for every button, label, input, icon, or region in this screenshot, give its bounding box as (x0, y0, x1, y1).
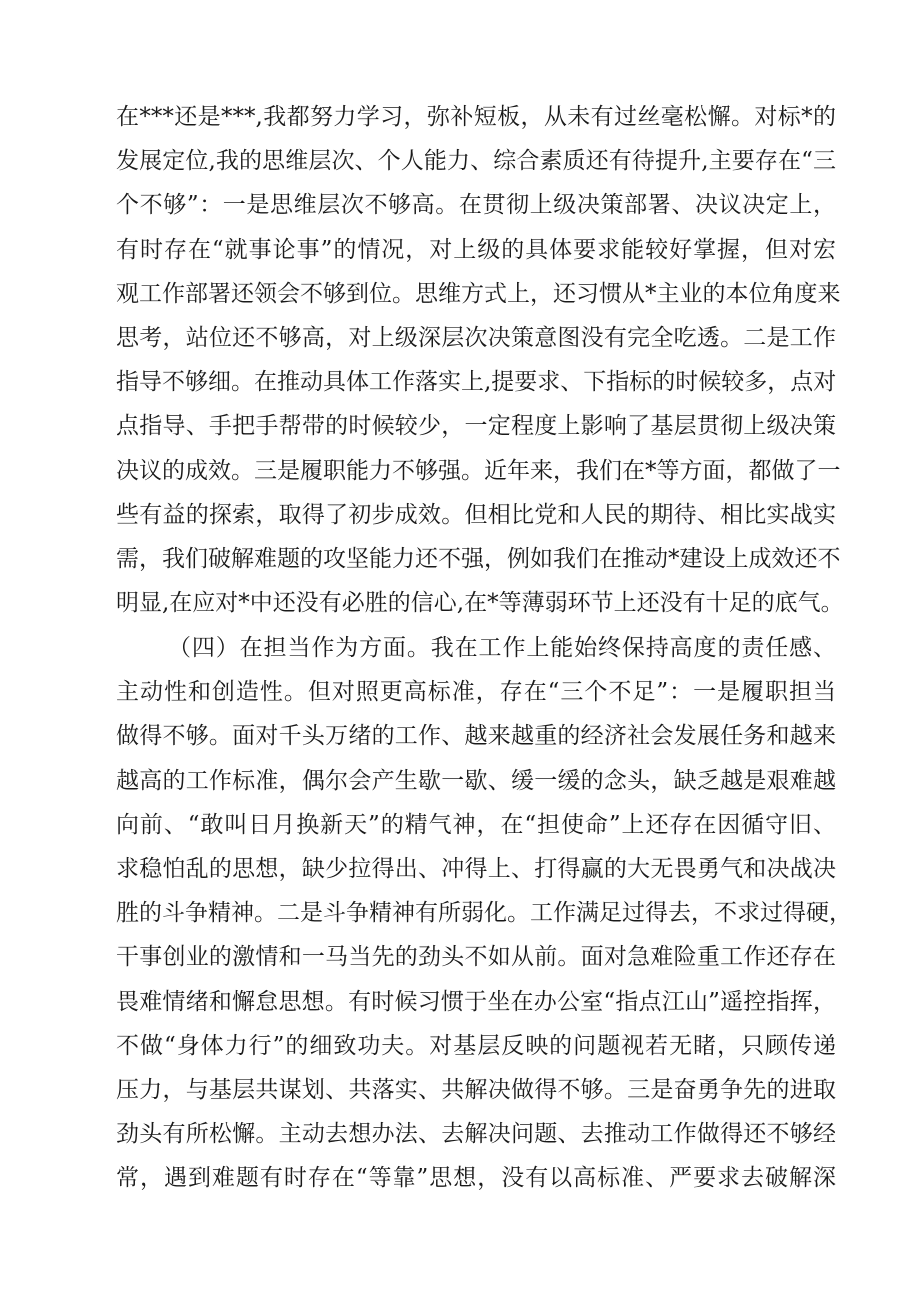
text-line: 在***还是***,我都努力学习，弥补短板，从未有过丝毫松懈。对标*的 (116, 104, 836, 130)
text-line: 明显,在应对*中还没有必胜的信心,在*等薄弱环节上还没有十足的底气。 (116, 590, 844, 617)
text-line: 不做“身体力行”的细致功夫。对基层反映的问题视若无睹，只顾传递 (116, 1032, 836, 1059)
text-line: 求稳怕乱的思想，缺少拉得出、冲得上、打得赢的大无畏勇气和决战决 (116, 855, 836, 882)
text-line: 压力，与基层共谋划、共落实、共解决做得不够。三是奋勇争先的进取 (116, 1076, 836, 1103)
text-line: 常，遇到难题有时存在“等靠”思想，没有以高标准、严要求去破解深 (116, 1165, 836, 1192)
text-line: 观工作部署还领会不够到位。思维方式上，还习惯从*主业的本位角度来 (116, 280, 841, 307)
text-line: 畏难情绪和懈怠思想。有时候习惯于坐在办公室“指点江山”遥控指挥， (116, 988, 836, 1015)
text-line: 指导不够细。在推动具体工作落实上,提要求、下指标的时候较多，点对 (116, 369, 837, 396)
text-line: 些有益的探索，取得了初步成效。但相比党和人民的期待、相比实战实 (116, 501, 836, 528)
text-line: 发展定位,我的思维层次、个人能力、综合素质还有待提升,主要存在“三 (116, 148, 836, 175)
text-line: 越高的工作标准，偶尔会产生歇一歇、缓一缓的念头，缺乏越是艰难越 (116, 767, 836, 794)
text-line: 个不够”：一是思维层次不够高。在贯彻上级决策部署、决议决定上， (116, 192, 836, 219)
text-line: 做得不够。面对千头万绪的工作、越来越重的经济社会发展任务和越来 (116, 723, 836, 750)
text-line: 有时存在“就事论事”的情况，对上级的具体要求能较好掌握，但对宏 (116, 236, 836, 263)
text-line: 干事创业的激情和一马当先的劲头不如从前。面对急难险重工作还存在 (116, 944, 836, 971)
paragraph-four (116, 626, 852, 1200)
text-line: 劲头有所松懈。主动去想办法、去解决问题、去推动工作做得还不够经 (116, 1121, 836, 1148)
text-line: 胜的斗争精神。二是斗争精神有所弱化。工作满足过得去，不求过得硬， (116, 900, 852, 927)
paragraph-continued (116, 95, 844, 625)
text-line: 需，我们破解难题的攻坚能力还不强，例如我们在推动*建设上成效还不 (116, 545, 841, 572)
text-line: 思考，站位还不够高，对上级深层次决策意图没有完全吃透。二是工作 (116, 324, 836, 351)
text-line: 主动性和创造性。但对照更高标准，存在“三个不足”：一是履职担当 (116, 679, 836, 706)
paragraph-heading-line: （四）在担当作为方面。我在工作上能始终保持高度的责任感、 (168, 635, 836, 661)
text-line: 决议的成效。三是履职能力不够强。近年来，我们在*等方面，都做了一 (116, 457, 841, 484)
text-line: 向前、“敢叫日月换新天”的精气神，在“担使命”上还存在因循守旧、 (116, 811, 836, 838)
text-line: 点指导、手把手帮带的时候较少，一定程度上影响了基层贯彻上级决策 (116, 413, 836, 440)
